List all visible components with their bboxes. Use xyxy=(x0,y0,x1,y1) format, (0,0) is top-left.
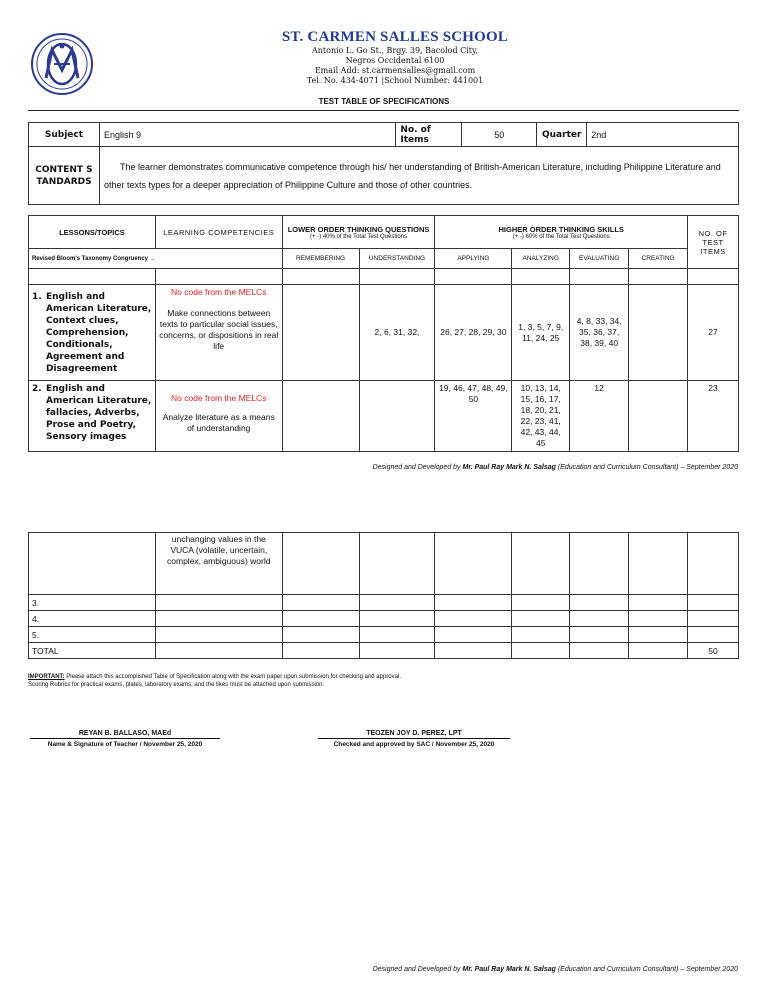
header-higher-order xyxy=(435,216,688,249)
subject-value: English 9 xyxy=(99,123,395,147)
teacher-role: Name & Signature of Teacher / November 25, 2020 xyxy=(47,741,203,748)
credit-author: Mr. Paul Ray Mark N. Salsag xyxy=(462,464,556,471)
credit-suffix: (Education and Curriculum Consultant) – September 2020 xyxy=(555,966,738,973)
higher-order-subtitle: (+ -) 60% of the Total Test Questions xyxy=(512,233,610,240)
row-number: 1. xyxy=(32,292,42,302)
credit-prefix: Designed and Developed by xyxy=(372,464,463,471)
lower-order-subtitle: (+ -) 40% of the Total Test Questions xyxy=(310,233,408,240)
quarter-label: Quarter xyxy=(537,123,587,147)
creating-cell xyxy=(629,285,688,381)
table-row xyxy=(29,285,739,381)
applying-cell: 19, 46, 47, 48, 49, 50 xyxy=(435,381,512,452)
understanding-cell: 2, 6, 31, 32, xyxy=(359,285,435,381)
total-label: TOTAL xyxy=(29,643,156,659)
specification-table-continued xyxy=(28,532,739,659)
creating-cell xyxy=(629,381,688,452)
topic-cell xyxy=(29,381,156,452)
document-title: TEST TABLE OF SPECIFICATIONS xyxy=(318,97,450,106)
melc-code-note: No code from the MELCs xyxy=(171,287,267,297)
teacher-name: REYAN B. BALLASO, MAEd xyxy=(30,730,220,739)
address-line-1: Antonio L. Go St., Brgy. 39, Bacolod City, xyxy=(311,46,478,55)
competency-cell xyxy=(155,285,282,381)
header-remembering: REMEMBERING xyxy=(282,249,359,269)
page-credit-bottom xyxy=(373,966,738,973)
blooms-congruency: Revised Bloom's Taxonomy Congruency → xyxy=(29,249,283,269)
email-line: Email Add: st.carmensalles@gmail.com xyxy=(314,66,476,75)
important-note xyxy=(28,673,401,689)
header-evaluating: EVALUATING xyxy=(570,249,629,269)
competency-cell xyxy=(155,381,282,452)
analyzing-cell: 10, 13, 14, 15, 16, 17, 18, 20, 21, 22, 23, 41, 42, 43, 44, 45 xyxy=(512,381,570,452)
applying-cell: 26, 27, 28, 29, 30 xyxy=(435,285,512,381)
tel-line: Tel. No. 434-4071 |School Number: 441001 xyxy=(306,76,484,85)
quarter-value: 2nd xyxy=(587,123,739,147)
letterhead xyxy=(0,28,768,108)
table-row xyxy=(29,611,739,627)
table-row xyxy=(29,533,739,595)
table-row xyxy=(29,595,739,611)
teacher-signature xyxy=(30,730,220,748)
page-credit xyxy=(373,464,738,471)
topic-text: English and American Literature, fallacies, Adverbs, Prose and Poetry, Sensory images xyxy=(46,384,152,442)
sac-signature xyxy=(318,730,510,748)
subject-label: Subject xyxy=(29,123,100,147)
total-row xyxy=(29,643,739,659)
evaluating-cell: 4, 8, 33, 34, 35, 36, 37, 38, 39, 40 xyxy=(570,285,629,381)
topic-cell xyxy=(29,285,156,381)
header-creating: CREATING xyxy=(629,249,688,269)
competency-continued: unchanging values in the VUCA (volatile, uncertain, complex, ambiguous) world xyxy=(155,533,282,595)
competency-text: Make connections between texts to particular social issues, concerns, or dispositions in real life xyxy=(159,308,279,351)
school-logo-icon xyxy=(30,32,94,96)
sac-role: Checked and approved by SAC / November 25, 2020 xyxy=(333,741,495,748)
topic-text: English and American Literature, Context clues, Comprehension, Conditionals, Agreement and Disagreement xyxy=(46,292,152,374)
table-row xyxy=(29,381,739,452)
content-standards-text xyxy=(99,147,738,205)
important-line-1: Please attach this accomplished Table of Specification along with the exam paper upon submission for checking and approval. xyxy=(64,674,401,680)
credit-prefix: Designed and Developed by xyxy=(372,966,463,973)
header-lower-order xyxy=(282,216,435,249)
header-divider xyxy=(28,110,739,111)
spacer-row xyxy=(29,269,739,285)
row-5-number: 5. xyxy=(29,627,156,643)
understanding-cell xyxy=(359,381,435,452)
total-value: 50 xyxy=(688,643,739,659)
content-standards-label: CONTENT STANDARDS xyxy=(29,147,100,205)
row-4-number: 4. xyxy=(29,611,156,627)
content-standards-value: The learner demonstrates communicative competence through his/ her understanding of British-American Literature, including Philippine Literature and other texts types for a deeper appreciation of Philippine Culture and those of other countries. xyxy=(103,161,721,190)
competency-text: Analyze literature as a means of understanding xyxy=(162,412,275,433)
credit-author: Mr. Paul Ray Mark N. Salsag xyxy=(462,966,556,973)
melc-code-note: No code from the MELCs xyxy=(171,393,267,403)
remembering-cell xyxy=(282,285,359,381)
school-name: ST. CARMEN SALLES SCHOOL xyxy=(281,29,509,45)
specification-table xyxy=(28,215,739,452)
header-understanding: UNDERSTANDING xyxy=(359,249,435,269)
row-3-number: 3. xyxy=(29,595,156,611)
school-info xyxy=(240,28,550,86)
header-applying: APPLYING xyxy=(435,249,512,269)
items-value: 50 xyxy=(462,123,537,147)
evaluating-cell: 12 xyxy=(570,381,629,452)
header-competencies: LEARNING COMPETENCIES xyxy=(155,216,282,249)
analyzing-cell: 1, 3, 5, 7, 9, 11, 24, 25 xyxy=(512,285,570,381)
header-lessons: LESSONS/TOPICS xyxy=(29,216,156,249)
header-total-items: NO. OF TEST ITEMS xyxy=(688,216,739,269)
subject-info-table xyxy=(28,122,739,205)
header-analyzing: ANALYZING xyxy=(512,249,570,269)
sac-name: TEOZEN JOY D. PEREZ, LPT xyxy=(318,730,510,739)
items-label: No. of Items xyxy=(396,123,462,147)
lower-order-title: LOWER ORDER THINKING QUESTIONS xyxy=(287,224,430,234)
table-row xyxy=(29,627,739,643)
address-line-2: Negros Occidental 6100 xyxy=(345,56,445,65)
credit-suffix: (Education and Curriculum Consultant) – September 2020 xyxy=(555,464,738,471)
total-items-cell: 27 xyxy=(688,285,739,381)
higher-order-title: HIGHER ORDER THINKING SKILLS xyxy=(498,224,624,234)
remembering-cell xyxy=(282,381,359,452)
important-label: IMPORTANT: xyxy=(28,674,65,680)
important-line-2: Scoring Rubrics for practical exams, plates, laboratory exams, and the likes must be attached upon submission. xyxy=(28,682,325,688)
row-number: 2. xyxy=(32,384,42,394)
total-items-cell: 23 xyxy=(688,381,739,452)
